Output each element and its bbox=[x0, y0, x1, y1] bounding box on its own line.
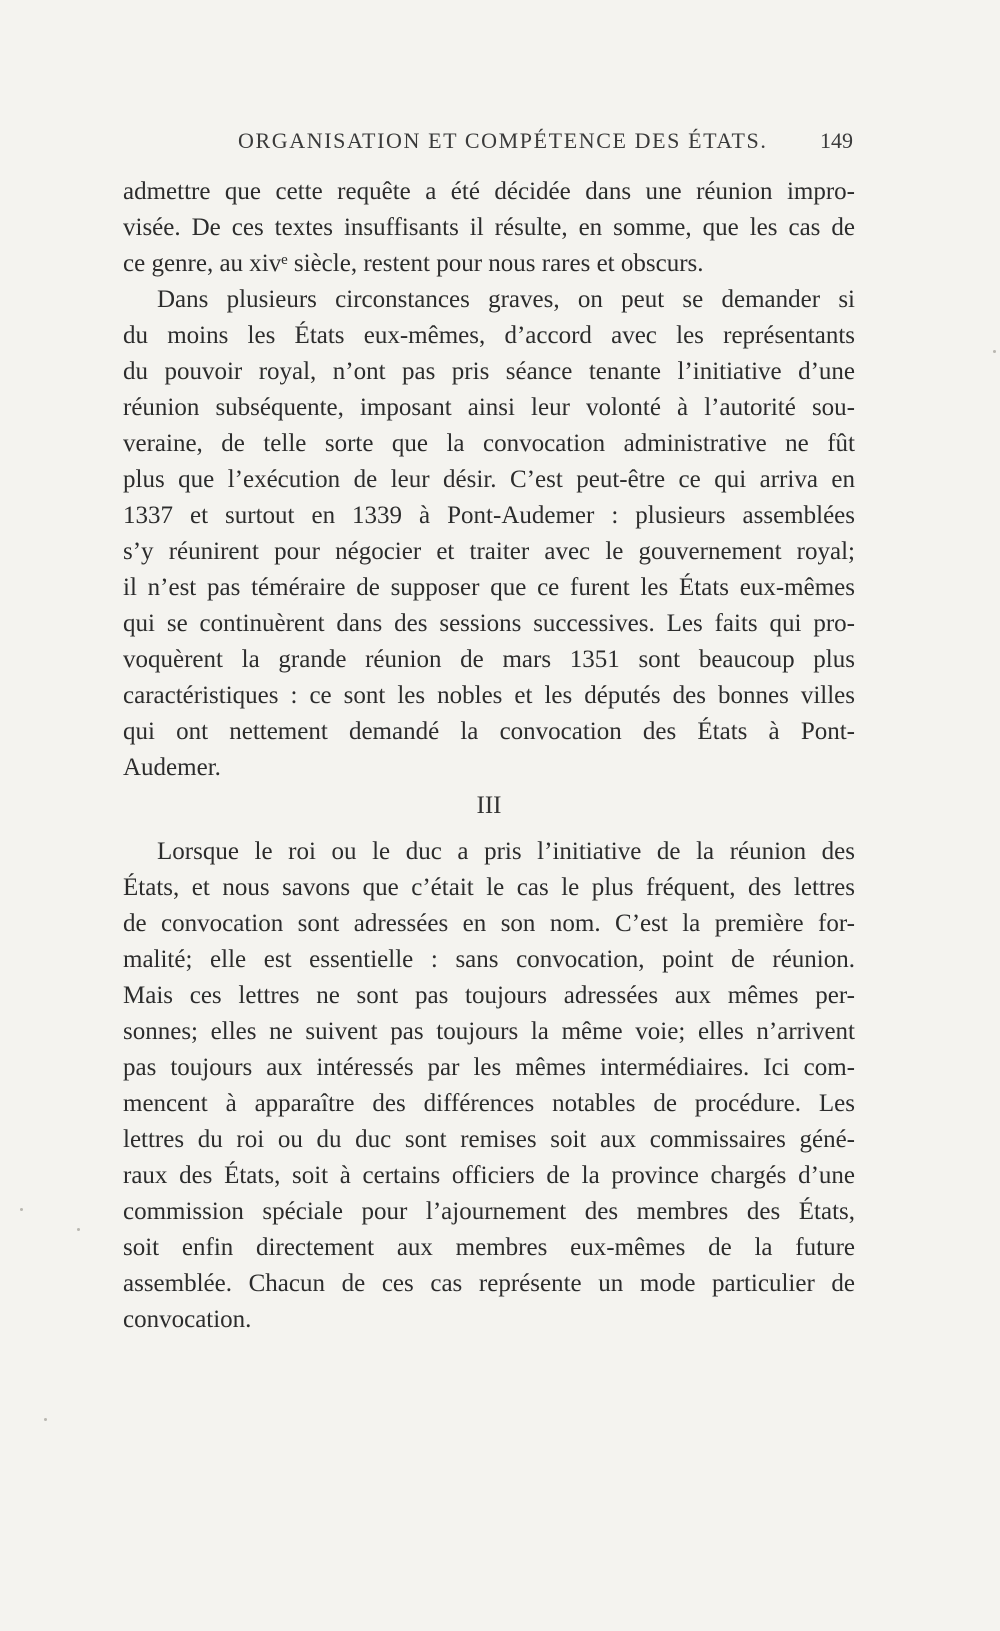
section-heading: III bbox=[476, 792, 502, 819]
text-line: caractéristiques : ce sont les nobles et les députés des bonnes villes bbox=[123, 682, 855, 709]
text-line: il n’est pas téméraire de supposer que ce furent les États eux-mêmes bbox=[123, 574, 855, 601]
text-line: États, et nous savons que c’était le cas le plus fréquent, des lettres bbox=[123, 874, 855, 901]
page-number: 149 bbox=[820, 128, 853, 153]
paper-speck bbox=[20, 1208, 23, 1211]
text-line: soit enfin directement aux membres eux-mêmes de la future bbox=[123, 1234, 855, 1261]
text-line: ce genre, au xivᵉ siècle, restent pour nous rares et obscurs. bbox=[123, 250, 704, 277]
body-text bbox=[123, 174, 855, 1338]
text-line: lettres du roi ou du duc sont remises soit aux commissaires géné- bbox=[123, 1126, 855, 1153]
paper-speck bbox=[993, 350, 996, 353]
paper-speck bbox=[77, 1228, 80, 1231]
text-line: voquèrent la grande réunion de mars 1351 sont beaucoup plus bbox=[123, 646, 855, 673]
text-line: mencent à apparaître des différences notables de procédure. Les bbox=[123, 1090, 855, 1117]
text-line: s’y réunirent pour négocier et traiter avec le gouvernement royal; bbox=[123, 538, 855, 565]
page-header bbox=[123, 128, 855, 168]
text-line: Audemer. bbox=[123, 754, 221, 781]
text-line: assemblée. Chacun de ces cas représente un mode particulier de bbox=[123, 1270, 855, 1297]
text-line: de convocation sont adressées en son nom. C’est la première for- bbox=[123, 910, 855, 937]
text-line: 1337 et surtout en 1339 à Pont-Audemer : plusieurs assemblées bbox=[123, 502, 855, 529]
text-line: qui ont nettement demandé la convocation des États à Pont- bbox=[123, 718, 855, 745]
paper-speck bbox=[44, 1418, 47, 1421]
text-line: raux des États, soit à certains officiers de la province chargés d’une bbox=[123, 1162, 855, 1189]
text-line: admettre que cette requête a été décidée dans une réunion impro- bbox=[123, 178, 855, 205]
text-line: commission spéciale pour l’ajournement des membres des États, bbox=[123, 1198, 855, 1225]
text-line: Lorsque le roi ou le duc a pris l’initiative de la réunion des bbox=[157, 838, 855, 865]
text-line: visée. De ces textes insuffisants il résulte, en somme, que les cas de bbox=[123, 214, 855, 241]
text-line: du pouvoir royal, n’ont pas pris séance tenante l’initiative d’une bbox=[123, 358, 855, 385]
text-line: réunion subséquente, imposant ainsi leur volonté à l’autorité sou- bbox=[123, 394, 855, 421]
text-line: pas toujours aux intéressés par les mêmes intermédiaires. Ici com- bbox=[123, 1054, 855, 1081]
text-line: Dans plusieurs circonstances graves, on peut se demander si bbox=[157, 286, 855, 313]
text-line: qui se continuèrent dans des sessions successives. Les faits qui pro- bbox=[123, 610, 855, 637]
text-line: sonnes; elles ne suivent pas toujours la même voie; elles n’arrivent bbox=[123, 1018, 855, 1045]
text-line: du moins les États eux-mêmes, d’accord avec les représentants bbox=[123, 322, 855, 349]
running-title: ORGANISATION ET COMPÉTENCE DES ÉTATS. bbox=[238, 128, 768, 153]
text-line: convocation. bbox=[123, 1306, 252, 1333]
text-line: plus que l’exécution de leur désir. C’est peut-être ce qui arriva en bbox=[123, 466, 855, 493]
text-line: malité; elle est essentielle : sans convocation, point de réunion. bbox=[123, 946, 855, 973]
text-line: Mais ces lettres ne sont pas toujours adressées aux mêmes per- bbox=[123, 982, 855, 1009]
text-line: veraine, de telle sorte que la convocation administrative ne fût bbox=[123, 430, 855, 457]
